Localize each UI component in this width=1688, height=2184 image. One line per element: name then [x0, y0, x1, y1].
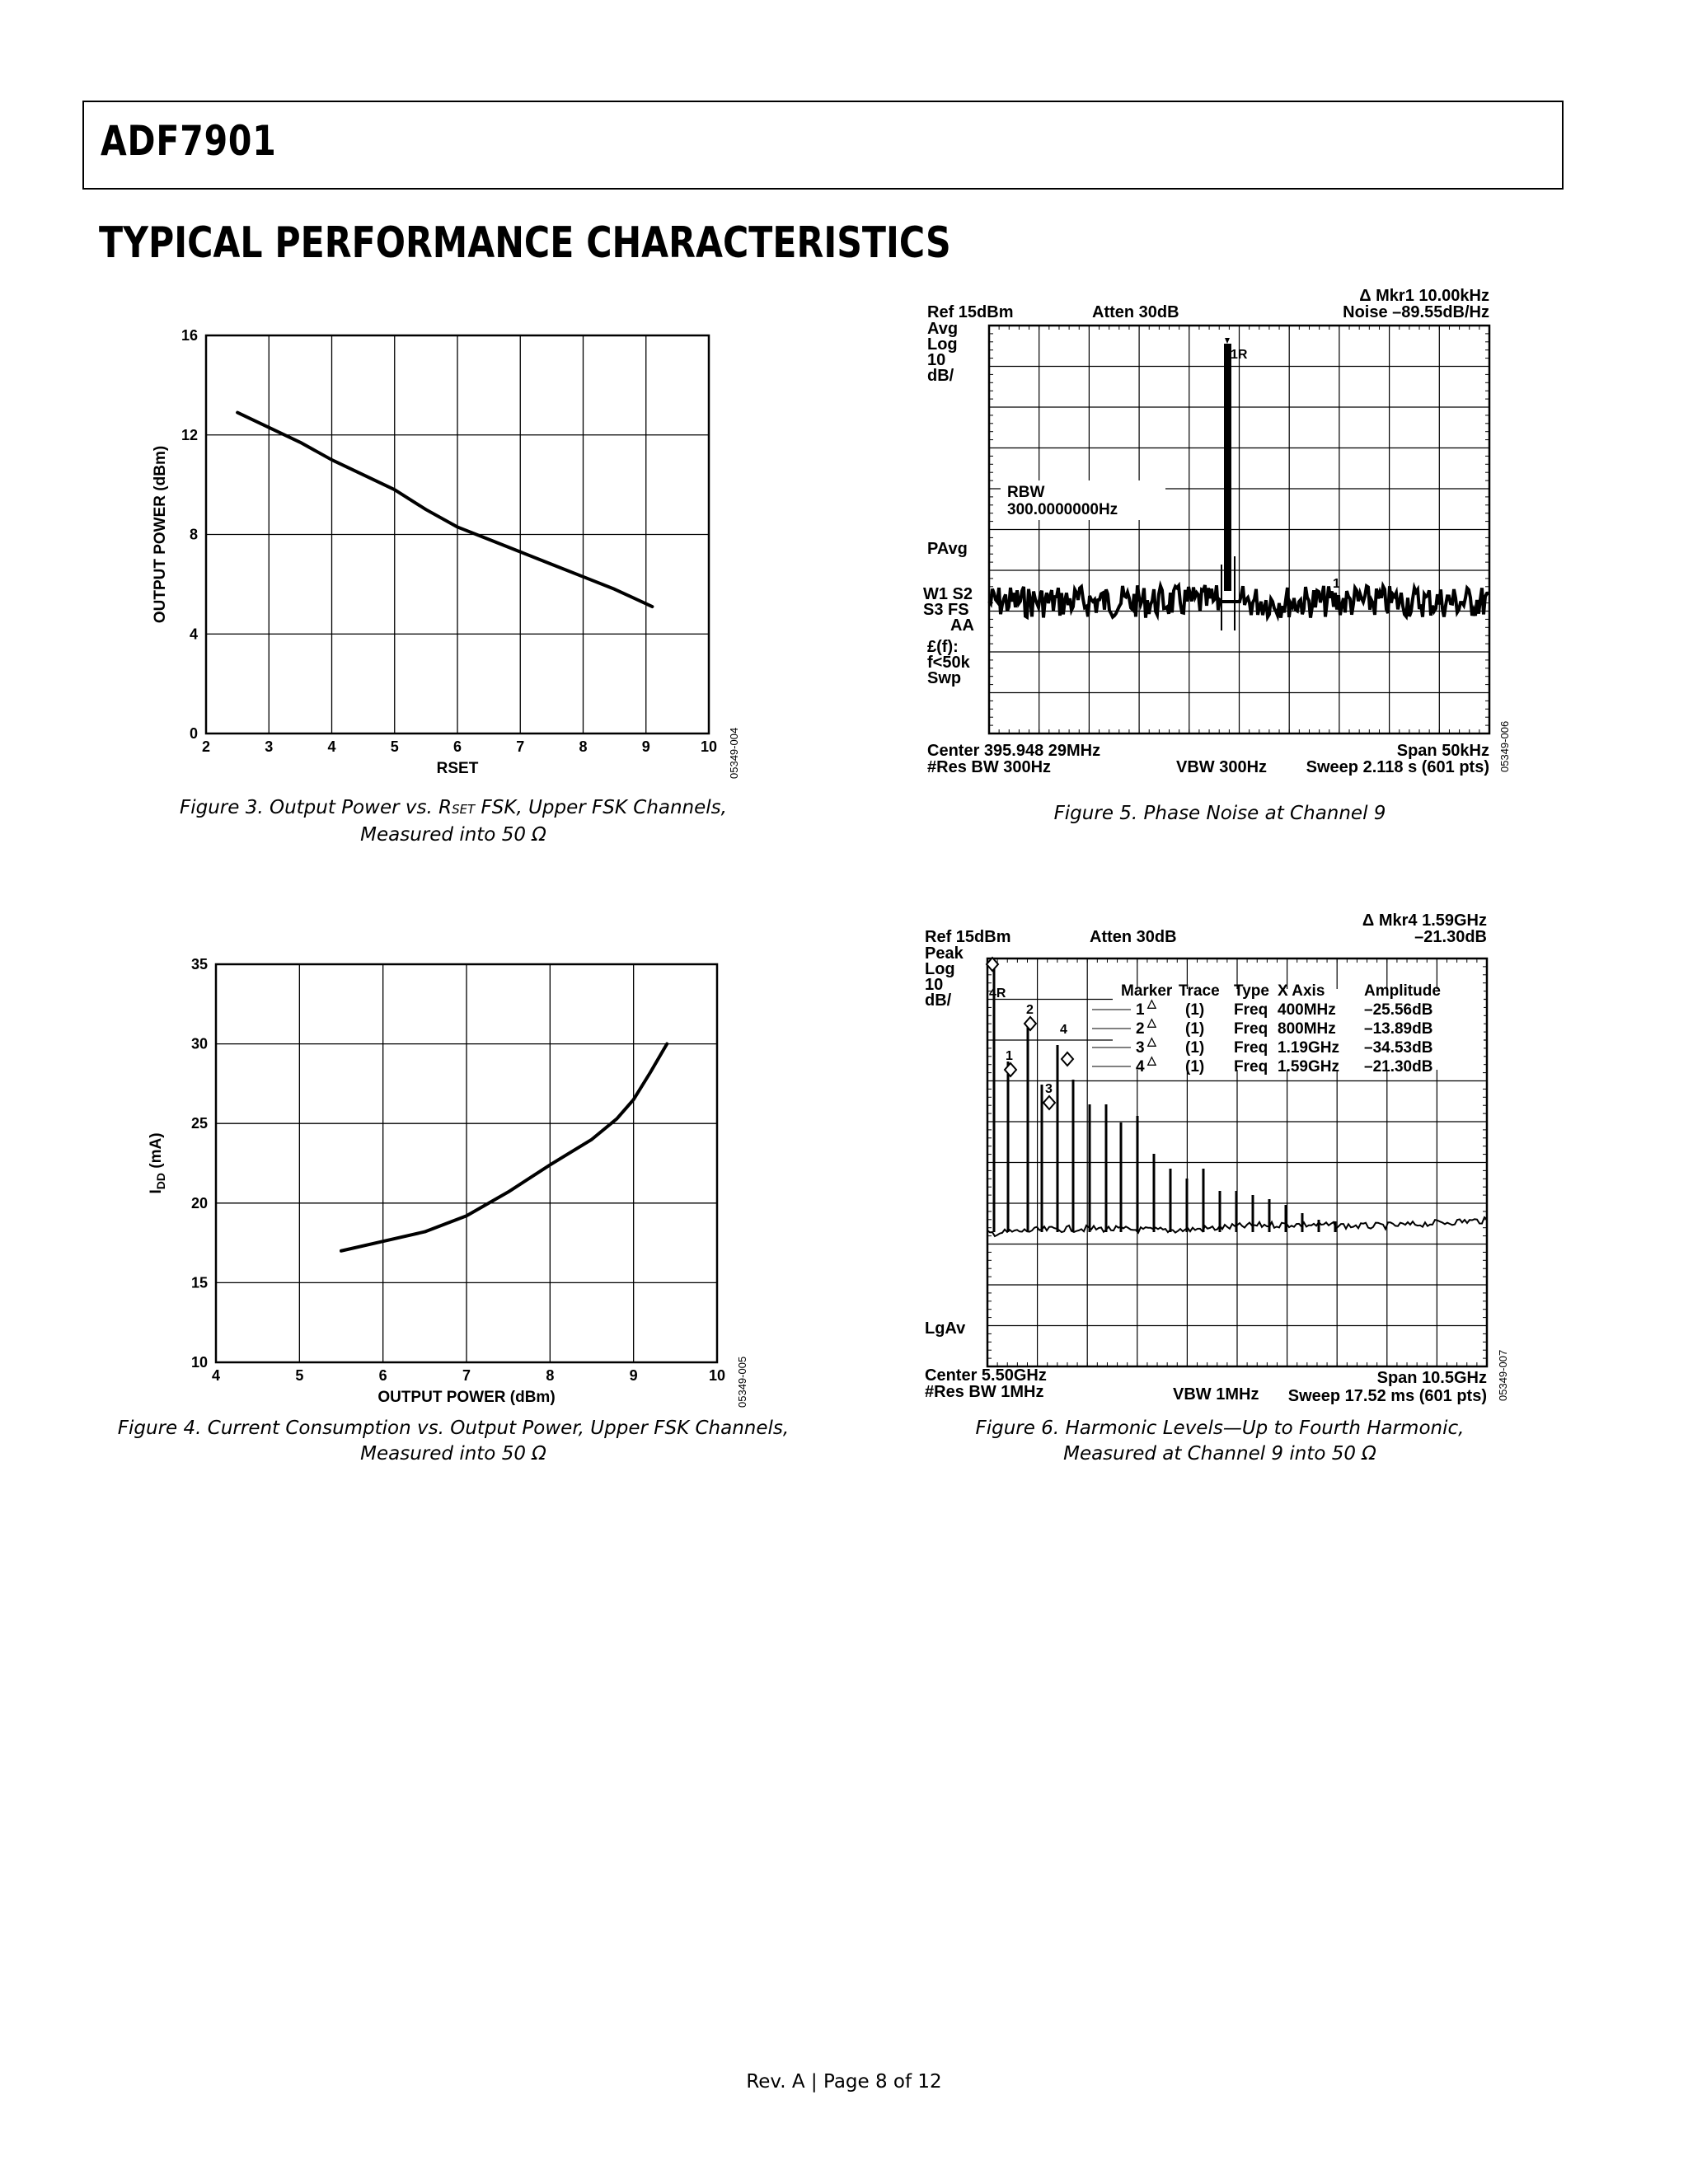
- x-tick-label: 4: [327, 738, 336, 755]
- table-cell-marker: 1: [1136, 1001, 1145, 1019]
- page-footer: Rev. A | Page 8 of 12: [746, 2071, 942, 2093]
- marker-diamond: [1043, 1096, 1055, 1109]
- figure-code: 05349-005: [736, 1356, 748, 1408]
- table-header: Trace: [1179, 982, 1220, 1000]
- y-tick-label: 25: [190, 1115, 208, 1132]
- delta-icon: △: [1147, 1034, 1156, 1047]
- table-cell-marker: 4: [1136, 1058, 1145, 1076]
- spectrum-harmonic-levels: [915, 907, 1525, 1409]
- atten-label: Atten 30dB: [1092, 303, 1179, 321]
- y-axis-label: $I_{DD}$ (mA): [148, 1132, 167, 1194]
- x-tick-label: 8: [546, 1367, 555, 1384]
- delta-icon: △: [1147, 1053, 1156, 1066]
- x-axis-label: OUTPUT POWER (dBm): [377, 1389, 556, 1406]
- left-label-peak: Peak: [925, 944, 964, 963]
- atten-label: Atten 30dB: [1090, 928, 1177, 946]
- header-box: [82, 101, 1564, 190]
- table-cell: 800MHz: [1278, 1020, 1336, 1038]
- ref-label: Ref 15dBm: [925, 928, 1011, 946]
- table-cell: 1.59GHz: [1278, 1058, 1339, 1076]
- y-axis-label: OUTPUT POWER (dBm): [152, 445, 169, 624]
- ref-label: Ref 15dBm: [927, 303, 1014, 321]
- left-label-avg: Avg: [927, 320, 959, 338]
- figure-code: 05349-007: [1497, 1349, 1509, 1401]
- figure-3: [124, 317, 750, 779]
- marker-number-label: 3: [1045, 1082, 1053, 1096]
- resbw-label: #Res BW 300Hz: [927, 758, 1052, 776]
- x-tick-label: 8: [579, 738, 588, 755]
- table-header: Type: [1234, 982, 1269, 1000]
- lf-label: £(f):: [927, 638, 959, 656]
- data-line: [237, 413, 652, 607]
- y-tick-label: 20: [190, 1194, 208, 1212]
- sweep-label: Sweep 2.118 s (601 pts): [1306, 758, 1489, 776]
- y-tick-label: 8: [189, 526, 198, 543]
- carrier-peak: [1224, 344, 1231, 591]
- caption-text: FSK, Upper FSK Channels,: [475, 797, 727, 818]
- x-tick-label: 9: [641, 738, 650, 755]
- table-cell-marker: 3: [1136, 1039, 1145, 1057]
- x-tick-label: 5: [390, 738, 399, 755]
- span-label: Span 50kHz: [1396, 742, 1489, 760]
- figure-6-caption: [915, 1416, 1525, 1467]
- table-cell: –13.89dB: [1364, 1020, 1433, 1038]
- x-tick-label: 5: [295, 1367, 304, 1384]
- x-tick-label: 9: [629, 1367, 638, 1384]
- span-label: Span 10.5GHz: [1376, 1369, 1487, 1387]
- x-axis-label: RSET: [436, 760, 479, 777]
- caption-line2: Measured into 50 Ω: [360, 1443, 546, 1465]
- marker-number-label: 1: [1006, 1049, 1013, 1063]
- x-tick-label: 7: [462, 1367, 471, 1384]
- vbw-label: VBW 1MHz: [1173, 1385, 1259, 1404]
- table-cell: (1): [1185, 1039, 1205, 1057]
- table-header: Marker: [1121, 982, 1173, 1000]
- marker-number-label: 4: [1060, 1023, 1067, 1037]
- left-label-db: dB/: [925, 991, 952, 1010]
- s3fs-label: S3 FS: [923, 601, 969, 619]
- table-cell: 1.19GHz: [1278, 1039, 1339, 1057]
- y-tick-label: 35: [190, 956, 208, 972]
- pavg-label: PAvg: [927, 540, 968, 558]
- y-tick-label: 4: [189, 626, 198, 643]
- table-header: X Axis: [1278, 982, 1325, 1000]
- swp-label: Swp: [927, 669, 962, 687]
- delta-icon: △: [1147, 996, 1156, 1010]
- figure-code: 05349-006: [1498, 720, 1511, 772]
- y-tick-label: 12: [181, 426, 198, 443]
- left-label-10: 10: [925, 976, 944, 994]
- table-cell: (1): [1185, 1020, 1205, 1038]
- marker-1r: [1225, 338, 1230, 344]
- table-cell: –34.53dB: [1364, 1039, 1433, 1057]
- sweep-label: Sweep 17.52 ms (601 pts): [1287, 1387, 1487, 1405]
- figure-3-caption: [124, 795, 783, 848]
- figure-5-caption: [915, 801, 1525, 827]
- left-label-log: Log: [927, 335, 958, 354]
- y-tick-label: 30: [190, 1035, 208, 1052]
- table-cell: –21.30dB: [1364, 1058, 1433, 1076]
- caption-text: Figure 4. Current Consumption vs. Output Power, Upper FSK Channels,: [117, 1418, 790, 1439]
- caption-text: Figure 3. Output Power vs. R: [180, 797, 452, 818]
- data-line: [341, 1044, 667, 1251]
- marker-1r-label: 1R: [1231, 348, 1248, 362]
- section-title: TYPICAL PERFORMANCE CHARACTERISTICS: [99, 218, 951, 268]
- table-cell: (1): [1185, 1058, 1205, 1076]
- chart-output-power-vs-rset: [124, 317, 750, 779]
- table-cell: 400MHz: [1278, 1001, 1336, 1019]
- marker-4r-label: 4R: [989, 987, 1006, 1001]
- table-cell-marker: 2: [1136, 1020, 1145, 1038]
- left-label-10: 10: [927, 351, 946, 369]
- vbw-label: VBW 300Hz: [1176, 758, 1268, 776]
- chart-idd-vs-output-power: [124, 946, 758, 1408]
- x-tick-label: 10: [708, 1367, 726, 1384]
- table-cell: Freq: [1234, 1058, 1268, 1076]
- figure-code: 05349-004: [728, 727, 740, 779]
- center-label: Center 395.948 29MHz: [927, 742, 1101, 760]
- marker-number-label: 2: [1026, 1003, 1034, 1017]
- spectrum-plot-area: [987, 958, 1487, 1366]
- rbw-value: 300.0000000Hz: [1007, 501, 1118, 518]
- table-cell: Freq: [1234, 1001, 1268, 1019]
- figure-6: [915, 907, 1525, 1409]
- x-tick-label: 7: [516, 738, 525, 755]
- table-cell: (1): [1185, 1001, 1205, 1019]
- y-tick-label: 16: [181, 327, 198, 344]
- mkr-label: Δ Mkr1 10.00kHz: [1359, 287, 1489, 305]
- caption-line2: Measured at Channel 9 into 50 Ω: [1063, 1443, 1376, 1465]
- mkr-value: –21.30dB: [1414, 928, 1487, 946]
- y-tick-label: 15: [190, 1274, 208, 1291]
- marker-diamond: [1025, 1017, 1036, 1030]
- marker-1-label: 1: [1333, 577, 1340, 591]
- caption-line2: Measured into 50 Ω: [360, 824, 546, 846]
- doc-title: ADF7901: [101, 117, 277, 165]
- caption-text: Figure 6. Harmonic Levels—Up to Fourth Harmonic,: [975, 1418, 1465, 1439]
- resbw-label: #Res BW 1MHz: [925, 1383, 1044, 1401]
- figure-4-caption: [82, 1416, 824, 1467]
- delta-icon: △: [1147, 1015, 1156, 1029]
- x-tick-label: 4: [211, 1367, 221, 1384]
- figure-5: [915, 284, 1525, 779]
- x-tick-label: 6: [452, 738, 462, 755]
- x-tick-label: 3: [265, 738, 274, 755]
- x-tick-label: 6: [378, 1367, 387, 1384]
- x-tick-label: 2: [201, 738, 211, 755]
- spectrum-phase-noise: [915, 284, 1525, 779]
- caption-text: Figure 5. Phase Noise at Channel 9: [1053, 803, 1386, 824]
- left-label-log: Log: [925, 960, 955, 978]
- w1s2-label: W1 S2: [923, 585, 973, 603]
- figure-4: [124, 946, 758, 1408]
- table-cell: –25.56dB: [1364, 1001, 1433, 1019]
- table-cell: Freq: [1234, 1039, 1268, 1057]
- lgav-label: LgAv: [925, 1319, 966, 1338]
- marker-diamond: [1005, 1063, 1016, 1076]
- mkr-label: Δ Mkr4 1.59GHz: [1362, 912, 1487, 930]
- center-label: Center 5.50GHz: [925, 1366, 1047, 1385]
- spectrum-plot-area: [989, 326, 1489, 733]
- x-tick-label: 10: [700, 738, 718, 755]
- table-header: Amplitude: [1364, 982, 1441, 1000]
- caption-subscript: SET: [452, 802, 476, 817]
- rbw-label: RBW: [1007, 484, 1045, 501]
- y-tick-label: 0: [189, 725, 198, 742]
- y-tick-label: 10: [190, 1354, 208, 1371]
- marker-diamond: [1062, 1052, 1073, 1066]
- table-cell: Freq: [1234, 1020, 1268, 1038]
- noise-label: Noise –89.55dB/Hz: [1343, 303, 1489, 321]
- aa-label: AA: [950, 616, 974, 635]
- f50k-label: f<50k: [927, 654, 970, 672]
- left-label-db: dB/: [927, 367, 954, 385]
